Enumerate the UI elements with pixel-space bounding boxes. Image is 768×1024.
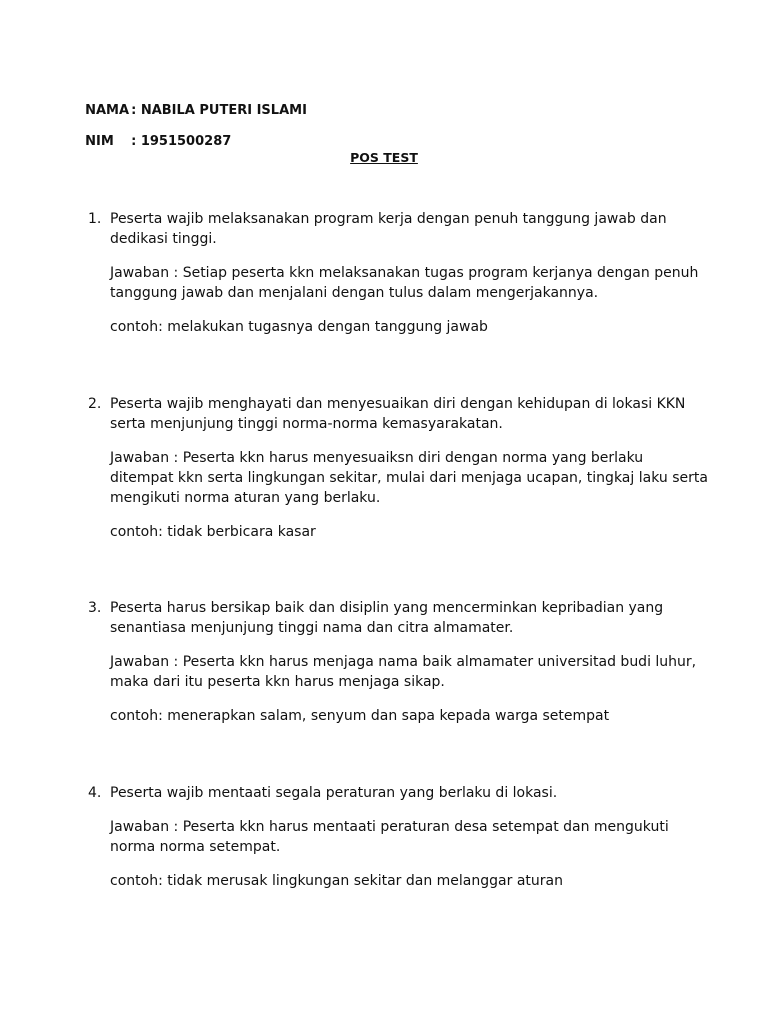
item-body [110, 209, 708, 337]
item-answer: Jawaban : Setiap peserta kkn melaksanakan tugas program kerjanya dengan penuh tanggung jawab dan menjalani dengan tulus dalam mengerjakannya. [110, 265, 699, 301]
item-answer: Jawaban : Peserta kkn harus mentaati peraturan desa setempat dan mengukuti norma norma setempat. [110, 819, 669, 855]
item-example: contoh: menerapkan salam, senyum dan sapa kepada warga setempat [110, 708, 610, 724]
list-item [88, 209, 708, 337]
item-number: 2. [88, 396, 102, 412]
document-title: POS TEST [350, 150, 418, 165]
name-label: NAMA [85, 103, 130, 118]
item-body [110, 598, 708, 726]
item-answer: Jawaban : Peserta kkn harus menjaga nama baik almamater universitad budi luhur, maka dari itu peserta kkn harus menjaga sikap. [110, 654, 697, 690]
list-item [88, 394, 708, 542]
item-answer: Jawaban : Peserta kkn harus menyesuaiksn diri dengan norma yang berlaku ditempat kkn serta lingkungan sekitar, mulai dari menjaga ucapan, tingkaj laku serta mengikuti norma aturan yang berlaku. [110, 450, 708, 506]
item-number: 1. [88, 211, 102, 227]
item-statement: Peserta harus bersikap baik dan disiplin yang mencerminkan kepribadian yang senantiasa menjunjung tinggi nama dan citra almamater. [110, 600, 664, 636]
item-statement: Peserta wajib melaksanakan program kerja dengan penuh tanggung jawab dan dedikasi tinggi. [110, 211, 667, 247]
item-example: contoh: tidak berbicara kasar [110, 524, 316, 540]
name-value: : NABILA PUTERI ISLAMI [131, 103, 307, 118]
item-body [110, 783, 708, 891]
item-number: 3. [88, 600, 102, 616]
list-item [88, 783, 708, 891]
nim-value: : 1951500287 [131, 134, 232, 149]
item-example: contoh: tidak merusak lingkungan sekitar dan melanggar aturan [110, 873, 563, 889]
item-statement: Peserta wajib mentaati segala peraturan yang berlaku di lokasi. [110, 785, 558, 801]
list-item [88, 598, 708, 726]
item-number: 4. [88, 785, 102, 801]
item-body [110, 394, 708, 542]
item-statement: Peserta wajib menghayati dan menyesuaikan diri dengan kehidupan di lokasi KKN serta menjunjung tinggi norma-norma kemasyarakatan. [110, 396, 686, 432]
nim-label: NIM [85, 134, 114, 149]
item-example: contoh: melakukan tugasnya dengan tanggung jawab [110, 319, 488, 335]
